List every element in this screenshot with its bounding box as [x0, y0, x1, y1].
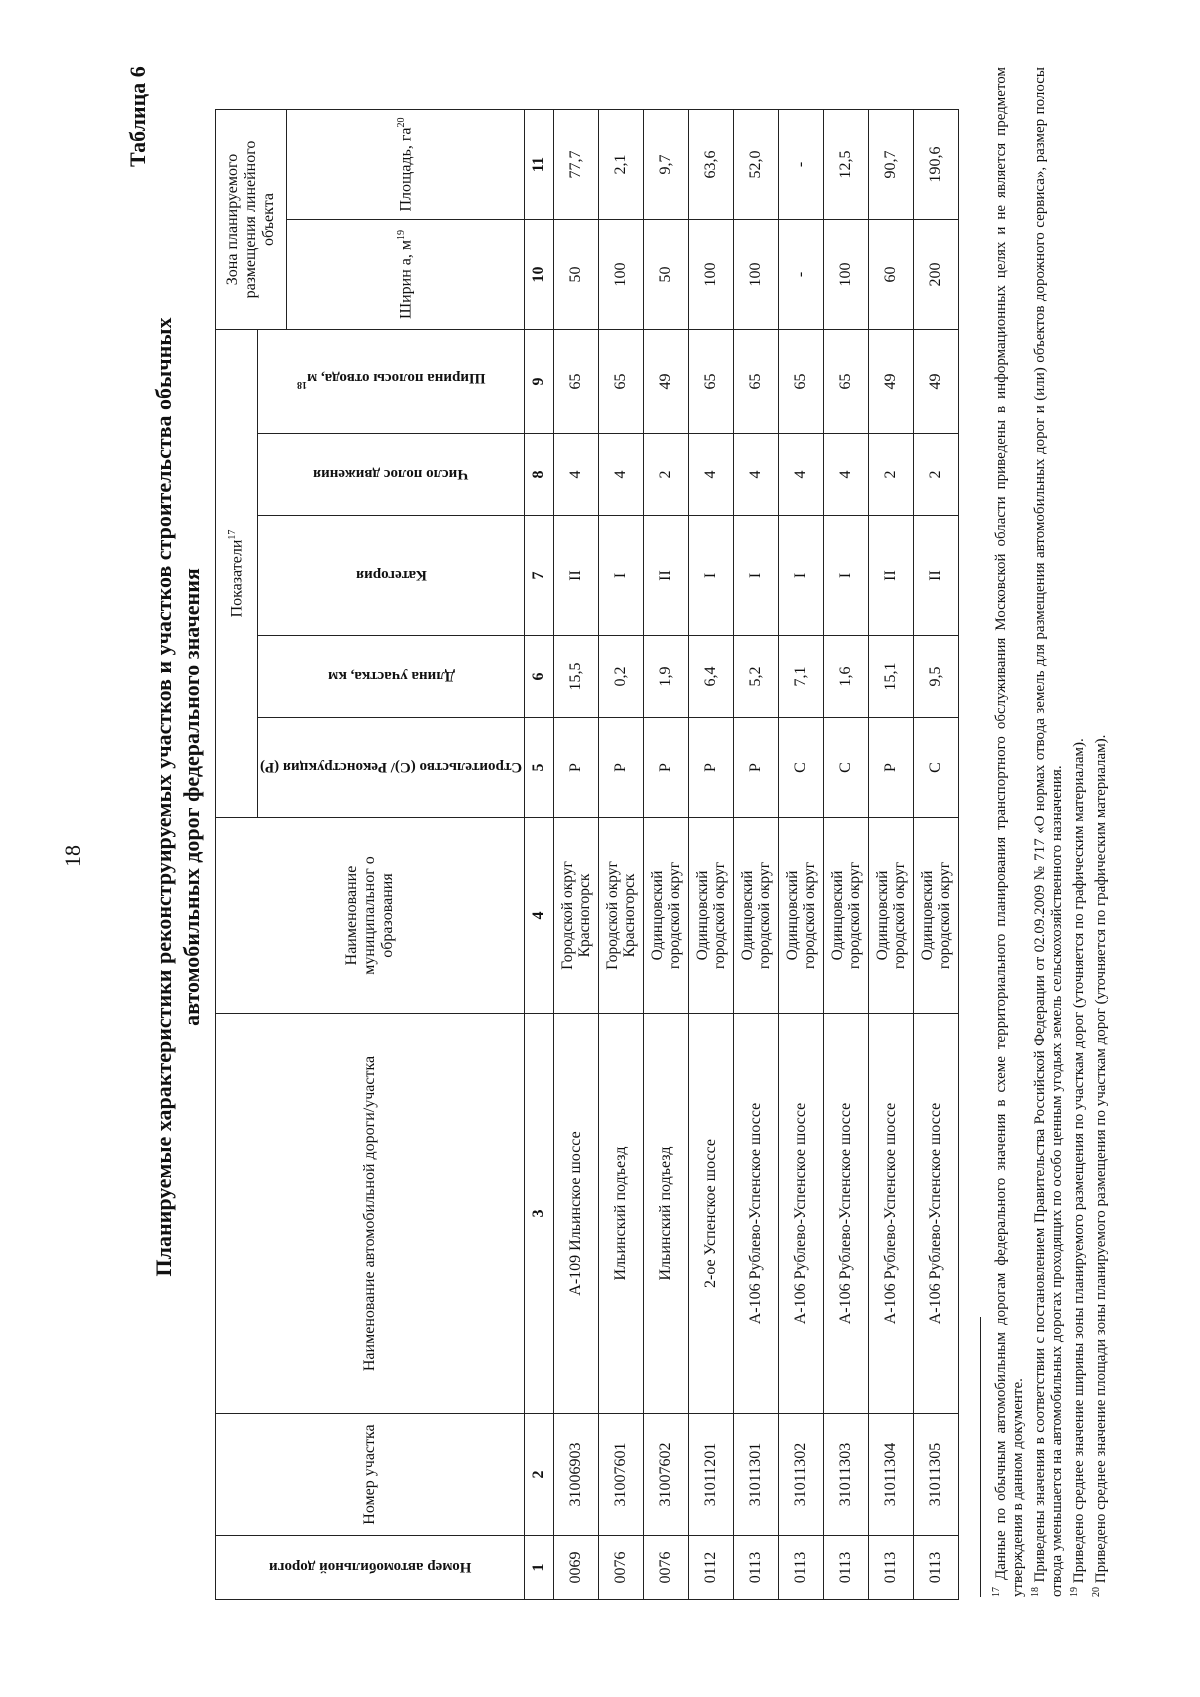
table-row	[779, 110, 824, 1600]
cell-zone-area: 12,5	[824, 110, 869, 220]
cell-municipality: Одинцовский городской округ	[734, 818, 779, 1014]
footnote-separator	[980, 1317, 981, 1597]
cell-road-name: Ильинский подъезд	[644, 1014, 689, 1414]
cell-zone-width: 50	[554, 220, 599, 330]
cell-category: I	[689, 516, 734, 636]
cell-road-name: А-109 Ильинское шоссе	[554, 1014, 599, 1414]
footnote-20: $^{20}$ Приведено среднее значение площади зоны планируемого размещения по участкам дорог (уточняется по графическим материалам).	[1091, 734, 1109, 1597]
column-number: 4	[525, 818, 554, 1014]
cell-zone-width: 100	[689, 220, 734, 330]
page-title: Планируемые характеристики реконструируемых участков и участков строительства обычных автомобильных дорог федерального значения	[151, 317, 204, 1277]
cell-zone-width: 100	[734, 220, 779, 330]
cell-zone-area: 77,7	[554, 110, 599, 220]
column-numbers-row	[525, 110, 554, 1600]
cell-strip-width: 65	[689, 330, 734, 434]
cell-lanes: 4	[689, 434, 734, 516]
column-number: 6	[525, 636, 554, 718]
header-category: Категория	[258, 516, 525, 636]
cell-road-name: А-106 Рублево-Успенское шоссе	[734, 1014, 779, 1414]
cell-strip-width: 65	[824, 330, 869, 434]
cell-road-name: Ильинский подъезд	[599, 1014, 644, 1414]
cell-section-number: 31011301	[734, 1414, 779, 1536]
cell-category: II	[554, 516, 599, 636]
cell-zone-area: 9,7	[644, 110, 689, 220]
cell-construction: С	[779, 718, 824, 818]
cell-section-number: 31011302	[779, 1414, 824, 1536]
cell-category: I	[734, 516, 779, 636]
column-number: 3	[525, 1014, 554, 1414]
header-municipality: Наименование муниципальног о образования	[216, 818, 525, 1014]
cell-length: 6,4	[689, 636, 734, 718]
table-row	[599, 110, 644, 1600]
cell-zone-area: 190,6	[914, 110, 959, 220]
cell-zone-area: 2,1	[599, 110, 644, 220]
column-number: 1	[525, 1536, 554, 1600]
header-zone: Зона планируемого размещения линейного объекта	[216, 110, 287, 330]
cell-section-number: 31007601	[599, 1414, 644, 1536]
cell-municipality: Одинцовский городской округ	[779, 818, 824, 1014]
cell-road-name: А-106 Рублево-Успенское шоссе	[824, 1014, 869, 1414]
cell-lanes: 4	[734, 434, 779, 516]
cell-section-number: 31006903	[554, 1414, 599, 1536]
cell-section-number: 31011303	[824, 1414, 869, 1536]
cell-strip-width: 65	[779, 330, 824, 434]
cell-road-number: 0113	[779, 1536, 824, 1600]
table-row	[644, 110, 689, 1600]
cell-lanes: 4	[554, 434, 599, 516]
cell-lanes: 4	[824, 434, 869, 516]
header-zone-area: Площадь, $га^{20}$	[286, 110, 524, 220]
cell-zone-area: -	[779, 110, 824, 220]
column-number: 9	[525, 330, 554, 434]
cell-zone-width: 100	[824, 220, 869, 330]
column-number: 7	[525, 516, 554, 636]
column-number: 10	[525, 220, 554, 330]
table-label: Таблица 6	[125, 66, 150, 167]
cell-length: 7,1	[779, 636, 824, 718]
header-zone-width: Ширин а, $м^{19}$	[286, 220, 524, 330]
table-row	[554, 110, 599, 1600]
cell-section-number: 31011201	[689, 1414, 734, 1536]
cell-construction: С	[914, 718, 959, 818]
cell-length: 9,5	[914, 636, 959, 718]
cell-strip-width: 49	[644, 330, 689, 434]
cell-construction: Р	[554, 718, 599, 818]
cell-lanes: 2	[644, 434, 689, 516]
header-construction: Строительство (С)/ Реконструкция (Р)	[258, 718, 525, 818]
cell-municipality: Одинцовский городской округ	[689, 818, 734, 1014]
table-row	[824, 110, 869, 1600]
cell-category: II	[644, 516, 689, 636]
cell-municipality: Одинцовский городской округ	[824, 818, 869, 1014]
cell-road-number: 0113	[914, 1536, 959, 1600]
cell-category: II	[914, 516, 959, 636]
cell-category: I	[824, 516, 869, 636]
table-row	[689, 110, 734, 1600]
cell-road-name: А-106 Рублево-Успенское шоссе	[914, 1014, 959, 1414]
cell-section-number: 31011304	[869, 1414, 914, 1536]
cell-zone-area: 63,6	[689, 110, 734, 220]
page-number: 18	[60, 845, 85, 867]
cell-municipality: Одинцовский городской округ	[644, 818, 689, 1014]
cell-category: I	[599, 516, 644, 636]
cell-zone-area: 90,7	[869, 110, 914, 220]
cell-road-number: 0069	[554, 1536, 599, 1600]
cell-road-number: 0113	[824, 1536, 869, 1600]
cell-lanes: 2	[869, 434, 914, 516]
header-strip-width: Ширина полосы отвода, $м^{18}$	[258, 330, 525, 434]
table-row	[914, 110, 959, 1600]
cell-length: 5,2	[734, 636, 779, 718]
cell-road-number: 0076	[644, 1536, 689, 1600]
cell-length: 0,2	[599, 636, 644, 718]
header-section-number: Номер участка	[216, 1414, 525, 1536]
header-length: Длина участка, км	[258, 636, 525, 718]
header-road-number: Номер автомобильной дороги	[216, 1536, 525, 1600]
cell-road-number: 0076	[599, 1536, 644, 1600]
cell-length: 1,6	[824, 636, 869, 718]
footnote-19: $^{19}$ Приведено среднее значение ширины зоны планируемого размещения по участкам дорог (уточняется по графическим материалам).	[1069, 738, 1087, 1597]
cell-lanes: 4	[599, 434, 644, 516]
footnotes	[988, 67, 1110, 1597]
cell-road-name: 2-ое Успенское шоссе	[689, 1014, 734, 1414]
table-row	[869, 110, 914, 1600]
header-lanes: Число полос движения	[258, 434, 525, 516]
cell-construction: Р	[734, 718, 779, 818]
cell-construction: Р	[599, 718, 644, 818]
cell-length: 15,5	[554, 636, 599, 718]
cell-construction: Р	[644, 718, 689, 818]
cell-road-number: 0113	[869, 1536, 914, 1600]
cell-construction: Р	[689, 718, 734, 818]
table-row	[734, 110, 779, 1600]
roads-table	[215, 109, 959, 1600]
footnote-17: $^{17}$ Данные по обычным автомобильным дорогам федерального значения в схеме территориального планирования транспортного обслуживания Московской области приведены в информационных целях и не является предметом утверждения в данном документе.	[991, 67, 1026, 1597]
column-number: 5	[525, 718, 554, 818]
cell-construction: Р	[869, 718, 914, 818]
cell-construction: С	[824, 718, 869, 818]
cell-municipality: Городской округ Красногорск	[599, 818, 644, 1014]
cell-municipality: Одинцовский городской округ	[869, 818, 914, 1014]
column-number: 8	[525, 434, 554, 516]
cell-length: 1,9	[644, 636, 689, 718]
cell-zone-width: 200	[914, 220, 959, 330]
cell-municipality: Одинцовский городской округ	[914, 818, 959, 1014]
cell-section-number: 31011305	[914, 1414, 959, 1536]
footnote-18: $^{18}$ Приведены значения в соответствии с постановлением Правительства Российской Федерации от 02.09.2009 № 717 «О нормах отвода земель для размещения автомобильных дорог и (или) объектов дорожного сервиса», размер полосы отвода уменьшается на автомобильных дорогах проходящих по особо ценным угодьях земель сельскохозяйственного назначения.	[1030, 67, 1065, 1597]
cell-strip-width: 65	[554, 330, 599, 434]
cell-zone-area: 52,0	[734, 110, 779, 220]
header-indicators: Показатели$^{17}$	[216, 330, 258, 818]
cell-lanes: 2	[914, 434, 959, 516]
cell-road-name: А-106 Рублево-Успенское шоссе	[869, 1014, 914, 1414]
cell-length: 15,1	[869, 636, 914, 718]
cell-road-name: А-106 Рублево-Успенское шоссе	[779, 1014, 824, 1414]
cell-lanes: 4	[779, 434, 824, 516]
column-number: 11	[525, 110, 554, 220]
cell-category: II	[869, 516, 914, 636]
cell-zone-width: -	[779, 220, 824, 330]
cell-strip-width: 65	[734, 330, 779, 434]
header-road-name: Наименование автомобильной дороги/участка	[216, 1014, 525, 1414]
cell-road-number: 0113	[734, 1536, 779, 1600]
cell-zone-width: 60	[869, 220, 914, 330]
cell-strip-width: 49	[869, 330, 914, 434]
cell-zone-width: 100	[599, 220, 644, 330]
column-number: 2	[525, 1414, 554, 1536]
cell-road-number: 0112	[689, 1536, 734, 1600]
cell-section-number: 31007602	[644, 1414, 689, 1536]
cell-strip-width: 65	[599, 330, 644, 434]
cell-strip-width: 49	[914, 330, 959, 434]
cell-category: I	[779, 516, 824, 636]
cell-zone-width: 50	[644, 220, 689, 330]
cell-municipality: Городской округ Красногорск	[554, 818, 599, 1014]
